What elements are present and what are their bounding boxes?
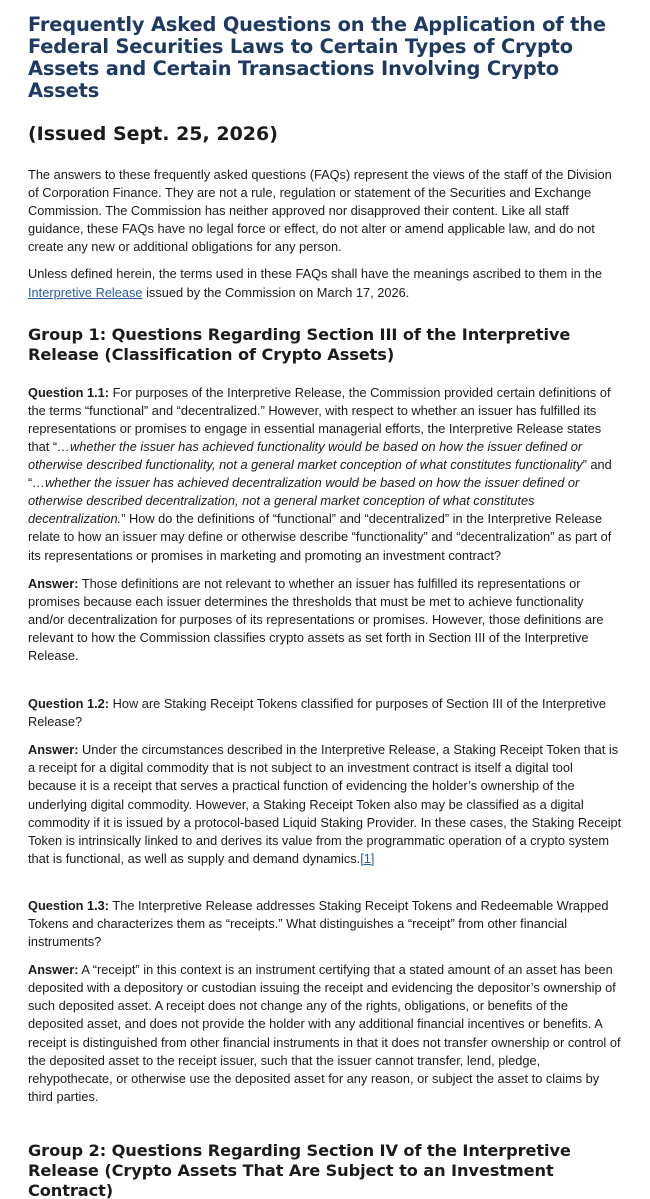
question-text: ” How do the definitions of “functional” and “decentralized” in the Interpretive Release relate to how an issuer may define or otherwise describe “functionality” and “decentralization” as part of its representations or promises in marketing and promoting an investment contract?	[28, 511, 612, 563]
page-title: Frequently Asked Questions on the Application of the Federal Securities Laws to Certain Types of Crypto Assets and Certain Transactions Involving Crypto Assets	[28, 13, 606, 102]
group-1-heading: Group 1: Questions Regarding Section III of the Interpretive Release (Classification of Crypto Assets)	[28, 324, 571, 364]
answer-label: Answer:	[28, 742, 79, 758]
question-text: ” and “	[28, 457, 612, 491]
question-text: For purposes of the Interpretive Release, the Commission provided certain definitions of the terms “functional” and “decentralized.” However, with respect to whether an issuer has fulfilled its representations or promises to engage in essential managerial efforts, the Interpretive Release states that “	[28, 384, 611, 454]
question-1-2	[28, 695, 622, 731]
answer-label: Answer:	[28, 575, 79, 591]
answer-1-3	[28, 961, 622, 1106]
issued-date: (Issued Sept. 25, 2026)	[28, 123, 278, 145]
definitions-paragraph	[28, 265, 622, 301]
question-1-3	[28, 897, 622, 951]
answer-1-2	[28, 741, 622, 868]
question-label: Question 1.3:	[28, 897, 110, 913]
quote-decentralization: …whether the issuer has achieved decentralization would be based on how the issuer defined or otherwise described decentralization, not a general market conception of what constitutes decentralization.	[28, 475, 580, 527]
interpretive-release-link[interactable]: Interpretive Release	[28, 284, 143, 300]
answer-text: Those definitions are not relevant to whether an issuer has fulfilled its representations or promises because each issuer determines the thresholds that must be met to achieve functionality and/or decentralization for purposes of its representations or promises. However, those definitions are relevant to how the Commission classifies crypto assets as set forth in Section III of the Interpretive Release.	[28, 575, 604, 663]
question-text: The Interpretive Release addresses Staking Receipt Tokens and Redeemable Wrapped Tokens and characterizes them as “receipts.” What distinguishes a “receipt” from other financial instruments?	[28, 897, 609, 950]
question-label: Question 1.2:	[28, 696, 110, 712]
group-2-heading: Group 2: Questions Regarding Section IV of the Interpretive Release (Crypto Assets That Are Subject to an Investment Contract)	[28, 1141, 571, 1199]
question-1-1	[28, 384, 622, 565]
answer-label: Answer:	[28, 962, 79, 978]
quote-functionality: …whether the issuer has achieved functionality would be based on how the issuer defined or otherwise described functionality, not a general market conception of what constitutes functionality	[28, 438, 583, 473]
intro-paragraph: The answers to these frequently asked questions (FAQs) represent the views of the staff of the Division of Corporation Finance. They are not a rule, regulation or statement of the Securities and Exchange Commission. The Commission has neither approved nor disapproved their content. Like all staff guidance, these FAQs have no legal force or effect, do not alter or amend applicable law, and do not create any new or additional obligations for any person.	[28, 167, 612, 255]
footnote-link[interactable]: [1]	[360, 850, 375, 866]
question-text: How are Staking Receipt Tokens classified for purposes of Section III of the Interpretive Release?	[28, 696, 607, 730]
answer-text: Under the circumstances described in the Interpretive Release, a Staking Receipt Token that is a receipt for a digital commodity that is not subject to an investment contract is itself a digital tool because it is a receipt that serves a practical function of evidencing the holder’s ownership of the underlying digital commodity. However, a Staking Receipt Token also may be classified as a digital commodity if it is issued by a protocol-based Liquid Staking Provider. In these cases, the Staking Receipt Token is intrinsically linked to and derives its value from the programmatic operation of a crypto system that is functional, as well as supply and demand dynamics.	[28, 742, 622, 866]
definitions-text-after: issued by the Commission on March 17, 2026.	[142, 284, 410, 300]
answer-1-1	[28, 575, 622, 665]
answer-text: A “receipt” in this context is an instrument certifying that a stated amount of an asset has been deposited with a depository or custodian issuing the receipt and evidencing the depositor’s ownership of such deposited asset. A receipt does not change any of the rights, obligations, or benefits of the deposited asset, and does not provide the holder with any additional financial incentives or benefits. A receipt is distinguished from other financial instruments in that it does not transfer ownership or control of the deposited asset to the receipt issuer, such that the issuer cannot transfer, lend, pledge, rehypothecate, or otherwise use the deposited asset for any reason, or subject the asset to claims by third parties.	[28, 962, 621, 1104]
question-label: Question 1.1:	[28, 384, 110, 400]
definitions-text-before: Unless defined herein, the terms used in these FAQs shall have the meanings ascribed to them in the	[28, 266, 603, 282]
